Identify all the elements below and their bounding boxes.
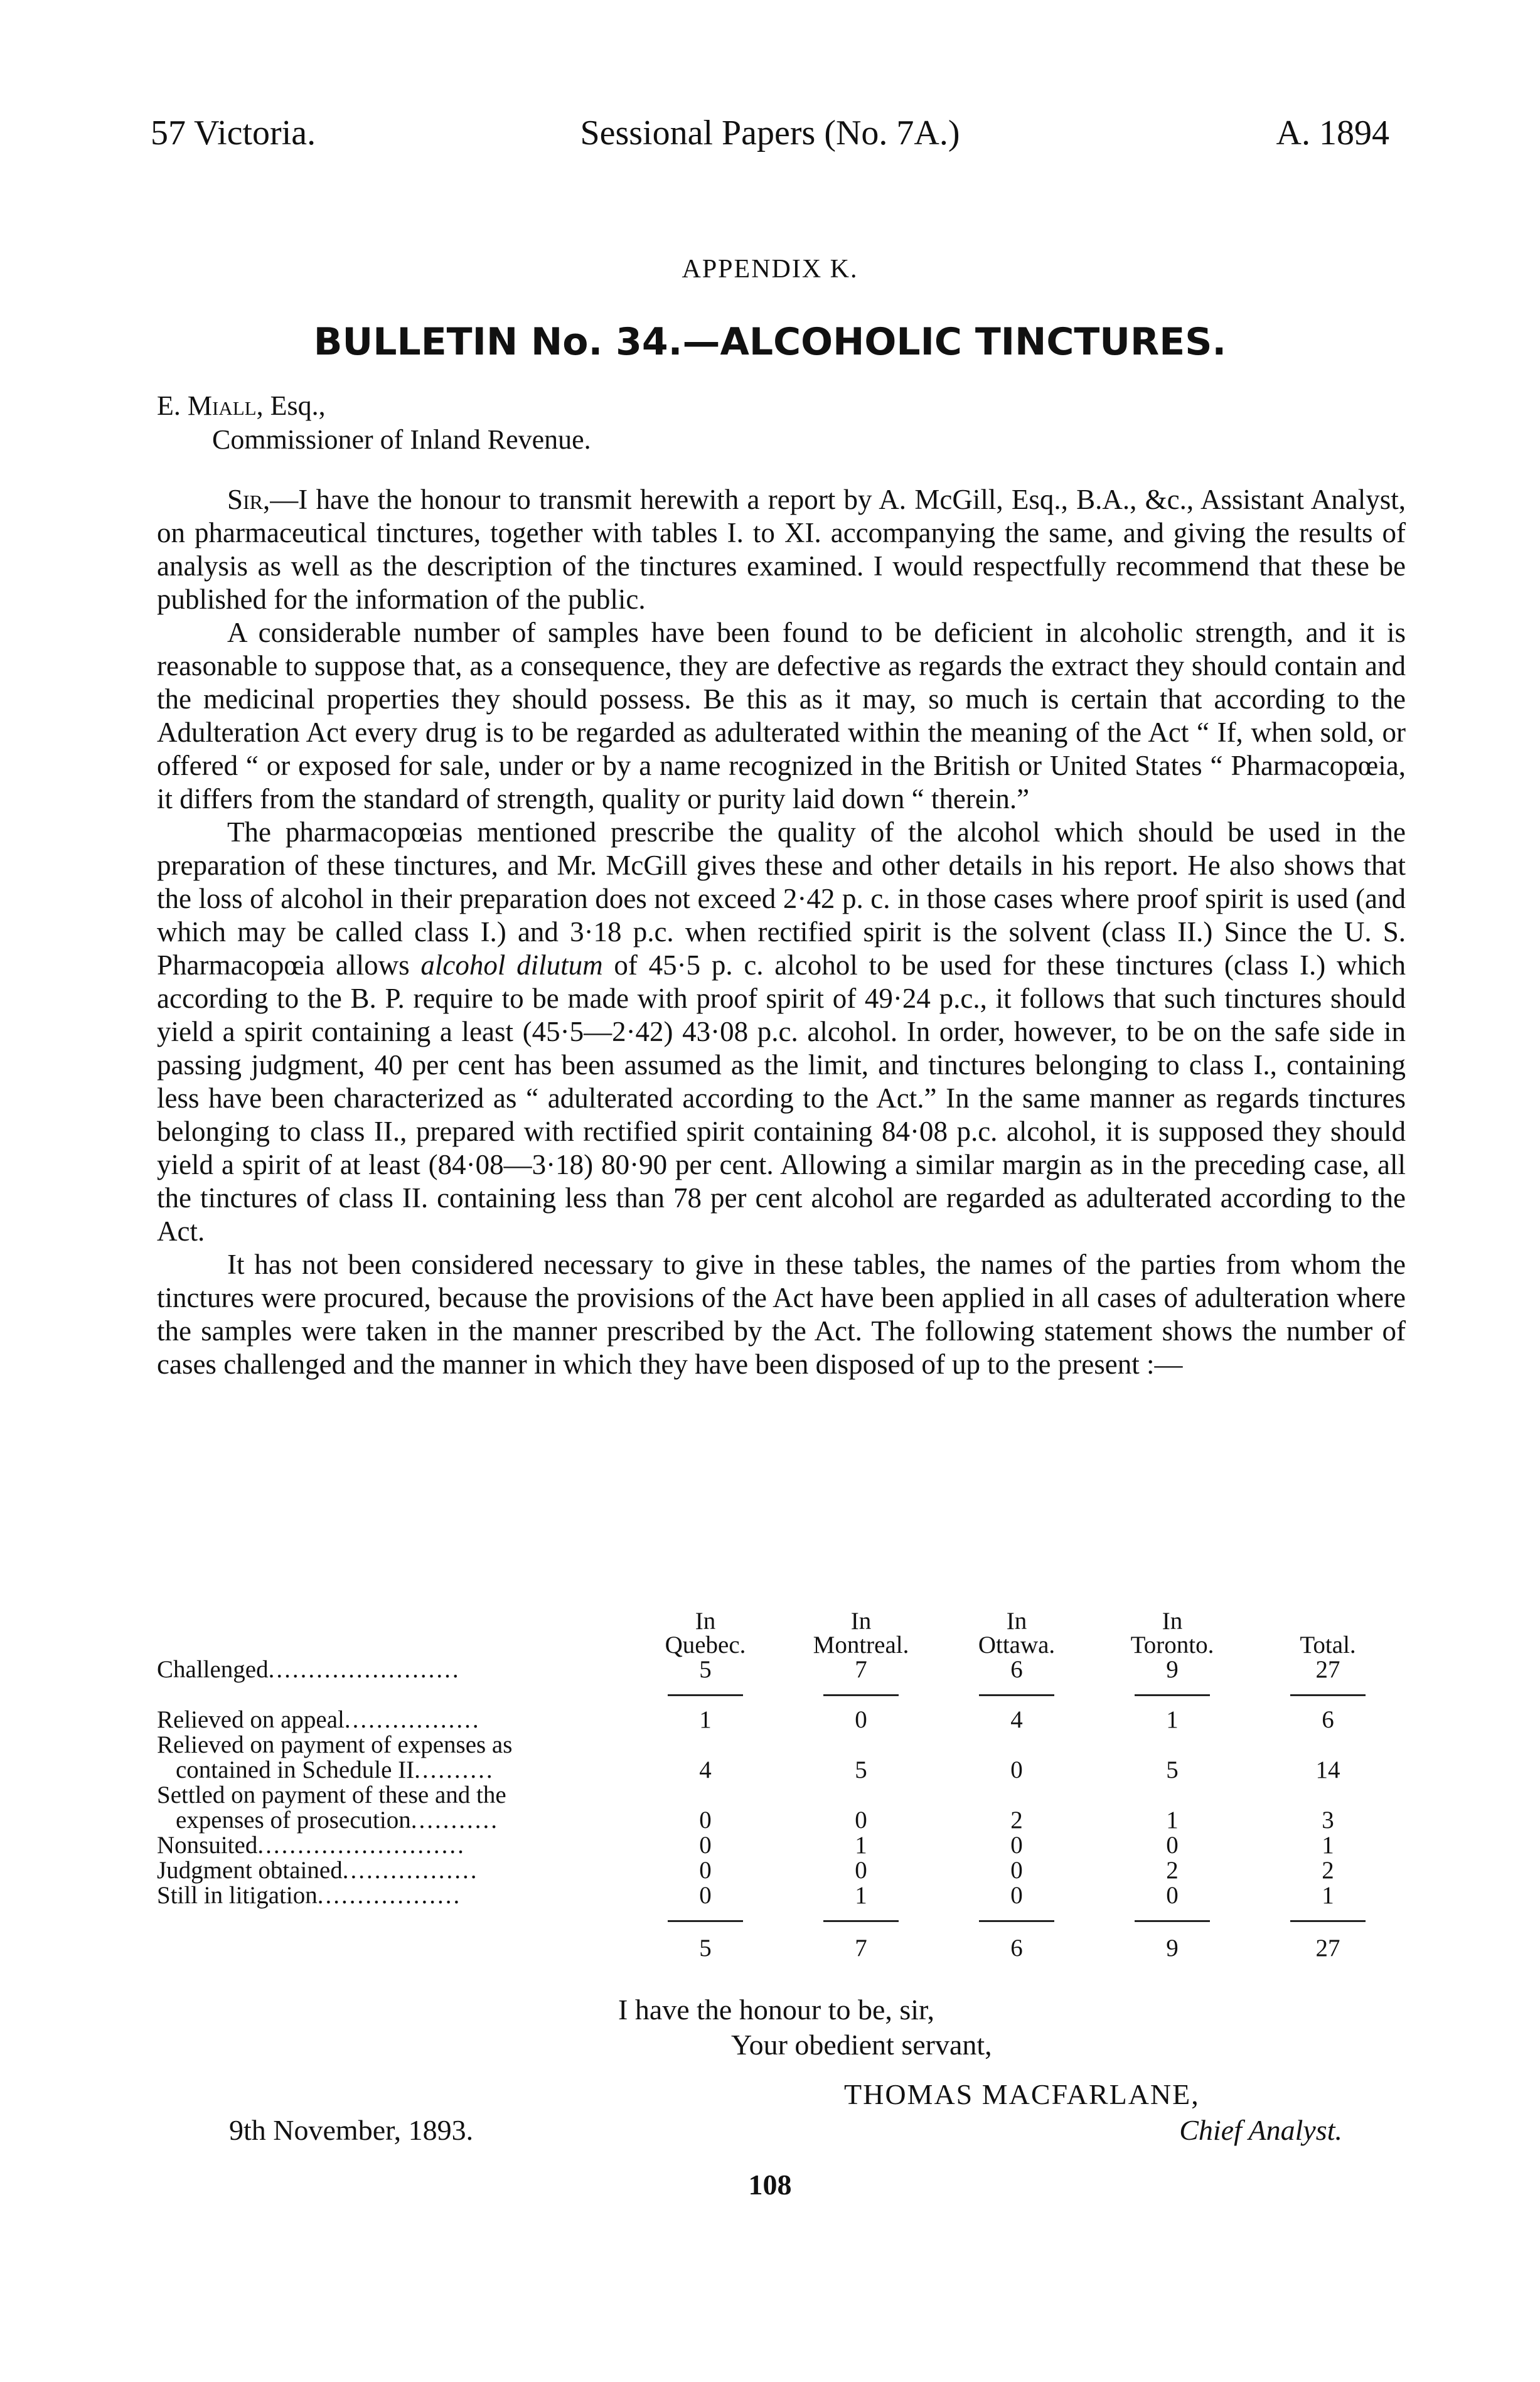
row-label: Relieved on payment of expenses as [157,1731,513,1758]
running-head [151,113,1389,157]
cell-value: 5 [699,1656,712,1683]
rule-line [1290,1920,1366,1922]
row-label: Relieved on appeal [157,1706,345,1733]
addressee-role: Commissioner of Inland Revenue. [212,424,591,455]
row-label: expenses of prosecution........... [176,1807,499,1834]
rule-line [668,1694,743,1696]
paragraph-2: A considerable number of samples have been found to be deficient in alcoholic strength, and it is reasonable to suppose that, as a consequence, they are defective as regards the extract they should contain and the medicinal properties they should possess. Be this as it may, so much is certain that according to the Adulteration Act every drug is to be regarded as adulterated within the meaning of the Act “ If, when sold, or offered “ or exposed for sale, under or by a name recognized in the British or United States “ Pharmacopœia, it differs from the standard of strength, quality or purity laid down “ therein.” [157,617,1406,814]
cell-value: 0 [1166,1882,1179,1909]
cases-table [157,1610,1406,1961]
closing-line-1: I have the honour to be, sir, [618,1994,935,2026]
total-value: 6 [1010,1935,1023,1962]
cell-value: 27 [1315,1656,1340,1683]
paragraph-1 [157,483,1406,616]
table-header-row [157,1610,1406,1657]
addressee-name-line [157,389,591,423]
paragraph-1-text: ,—I have the honour to transmit herewith a report by A. McGill, Esq., B.A., &c., Assistant Analyst, on pharmaceutical tinctures, together with tables I. to XI. accompanying the same, and giving the results of analysis as well as the description of the tinctures examined. I would respectfully recommend that these be published for the information of the public. [157,484,1406,615]
paragraph-3 [157,816,1406,1248]
leader-dots: .................. [317,1882,462,1909]
cell-value: 2 [1010,1807,1023,1834]
leader-dots: .......... [414,1756,495,1783]
cell-value: 5 [1166,1756,1179,1783]
cell-value: 4 [1010,1706,1023,1733]
cell-value: 6 [1010,1656,1023,1683]
cell-value: 0 [699,1832,712,1859]
cell-value: 0 [1166,1832,1179,1859]
salutation: Sir [227,484,264,515]
row-label: Still in litigation [157,1882,318,1909]
header-year: A. 1894 [1276,114,1389,152]
cell-value: 14 [1315,1756,1340,1783]
header-sessional-papers: Sessional Papers (No. 7A.) [580,114,960,152]
rule-line [668,1920,743,1922]
signature-name: THOMAS MACFARLANE, [844,2078,1200,2110]
paragraph-3-part-a: The pharmacopœias mentioned prescribe the quality of the alcohol which should be used in the preparation of these tinctures, and Mr. McGill gives these and other details in his report. He also shows that the loss of alcohol in their preparation does not exceed 2·42 p. c. in those cases where proof spirit is used (and which may be called class I.) and 3·18 p.c. when rectified spirit is the solvent (class II.) Since the U. S. Pharmacopœia allows [157,816,1406,981]
total-value: 27 [1315,1935,1340,1962]
table-rule-row [157,1908,1406,1933]
cell-value: 1 [1322,1832,1334,1859]
cell-value: 5 [855,1756,867,1783]
rule-line [979,1920,1054,1922]
cell-value: 1 [1166,1807,1179,1834]
cell-value: 2 [1322,1857,1334,1884]
rule-line [1135,1920,1210,1922]
header-montreal: In Montreal. [813,1608,909,1658]
row-label: Nonsuited [157,1832,258,1859]
cell-value: 0 [1010,1882,1023,1909]
table-row [157,1858,1406,1883]
table-row-continued-label [157,1733,1406,1758]
addressee-surname: Miall [187,390,257,421]
cell-value: 0 [699,1882,712,1909]
cell-value: 0 [1010,1756,1023,1783]
cell-value: 6 [1322,1706,1334,1733]
table-row-challenged [157,1657,1406,1682]
paragraph-4: It has not been considered necessary to give in these tables, the names of the parties from whom the tinctures were procured, because the provisions of the Act have been applied in all cases of adulteration where the samples were taken in the manner prescribed by the Act. The following statement shows the number of cases challenged and the manner in which they have been disposed of up to the present :— [157,1249,1406,1380]
rule-line [979,1694,1054,1696]
header-ottawa: In Ottawa. [978,1608,1056,1658]
letter-body [157,483,1406,1381]
cell-value: 0 [699,1857,712,1884]
header-quebec: In Quebec. [665,1608,746,1658]
table-rule-row [157,1682,1406,1707]
cell-value: 0 [1010,1832,1023,1859]
signature-title: Chief Analyst. [1179,2114,1342,2146]
row-label: Judgment obtained [157,1857,343,1884]
rule-line [823,1920,899,1922]
header-toronto: In Toronto. [1130,1608,1214,1658]
closing-line-2: Your obedient servant, [731,2029,992,2061]
row-label: contained in Schedule II.......... [176,1756,495,1783]
cell-value: 0 [699,1807,712,1834]
table-row [157,1808,1406,1833]
cell-value: 0 [1010,1857,1023,1884]
paragraph-3-italic: alcohol dilutum [420,949,603,981]
rule-line [1290,1694,1366,1696]
bulletin-title: BULLETIN No. 34.—ALCOHOLIC TINCTURES. [313,320,1227,364]
leader-dots: ........................ [268,1656,461,1683]
cell-value: 0 [855,1706,867,1733]
cell-value: 0 [855,1857,867,1884]
cell-value: 4 [699,1756,712,1783]
header-label-cell [157,1610,628,1657]
table-totals-row [157,1933,1406,1961]
leader-dots: .......................... [257,1832,466,1859]
table-row [157,1833,1406,1858]
table-row-continued-label [157,1783,1406,1808]
cell-value: 1 [1166,1706,1179,1733]
rule-line [1135,1694,1210,1696]
cell-value: 1 [1322,1882,1334,1909]
paragraph-3-part-b: of 45·5 p. c. alcohol to be used for these tinctures (class I.) which according to the B. P. require to be made with proof spirit of 49·24 p.c., it follows that such tinctures should yield a spirit containing a least (45·5—2·42) 43·08 p.c. alcohol. In order, however, to be on the safe side in passing judgment, 40 per cent has been assumed as the limit, and tinctures belonging to class I., containing less have been characterized as “ adulterated according to the Act.” In the same manner as regards tinctures belonging to class II., prepared with rectified spirit containing 84·08 p.c. alcohol, it is supposed they should yield a spirit of at least (84·08—3·18) 80·90 per cent. Allowing a similar margin as in the preceding case, all the tinctures of class II. containing less than 78 per cent alcohol are regarded as adulterated according to the Act. [157,949,1406,1247]
cell-value: 1 [699,1706,712,1733]
cell-value: 3 [1322,1807,1334,1834]
rule-line [823,1694,899,1696]
cell-value: 2 [1166,1857,1179,1884]
appendix-heading: APPENDIX K. [682,255,858,284]
table-row [157,1758,1406,1783]
total-value: 7 [855,1935,867,1962]
page-number: 108 [748,2169,792,2201]
cell-value: 0 [855,1807,867,1834]
cell-value: 1 [855,1832,867,1859]
cell-value: 1 [855,1882,867,1909]
header-regnal-year: 57 Victoria. [151,114,316,152]
addressee-initial: E. [157,390,181,421]
table-row [157,1707,1406,1733]
row-label: Settled on payment of these and the [157,1781,506,1808]
total-value: 5 [699,1935,712,1962]
addressee-suffix: , Esq., [256,390,326,421]
cell-value: 7 [855,1656,867,1683]
header-total: Total. [1300,1632,1356,1658]
leader-dots: ................. [344,1706,481,1733]
leader-dots: ........... [410,1807,499,1834]
addressee-block [157,389,591,457]
letter-date: 9th November, 1893. [229,2114,474,2146]
row-label: Challenged [157,1656,269,1683]
total-value: 9 [1166,1935,1179,1962]
leader-dots: ................. [342,1857,479,1884]
cell-value: 9 [1166,1656,1179,1683]
table-row [157,1883,1406,1908]
